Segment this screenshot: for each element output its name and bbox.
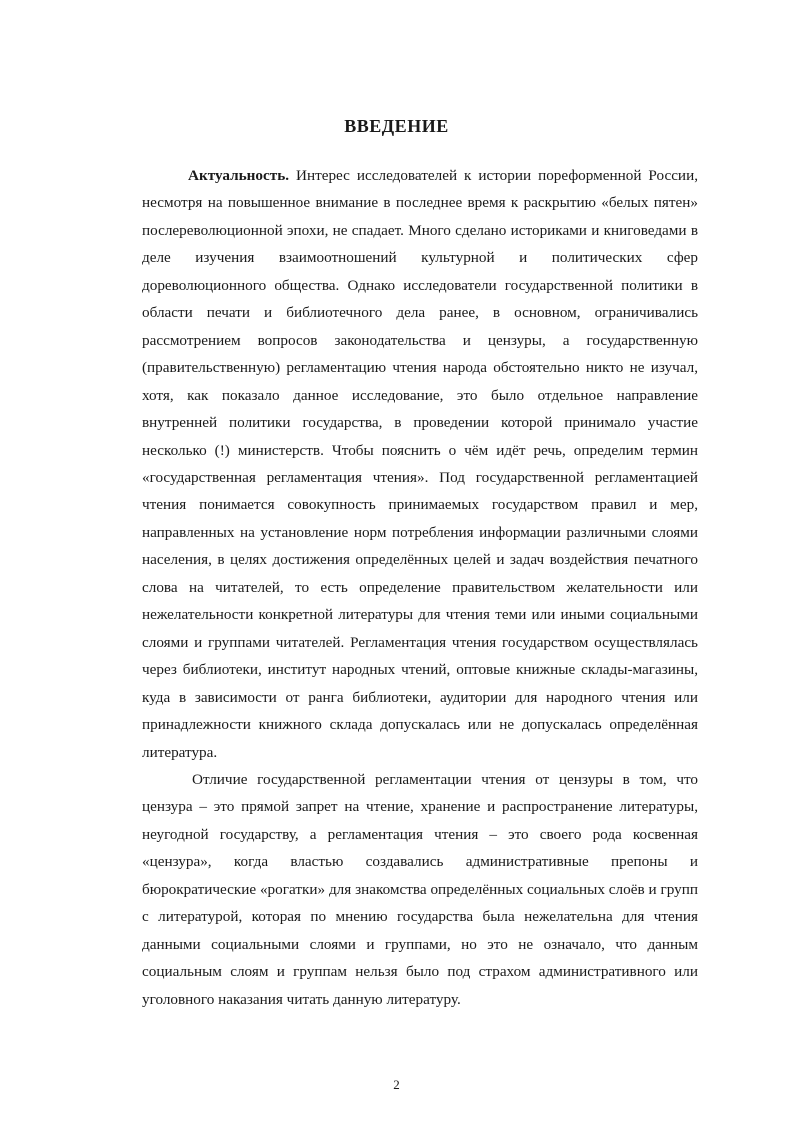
page-number: 2 — [393, 1077, 400, 1092]
body-text — [142, 162, 698, 1013]
page-title: ВВЕДЕНИЕ — [344, 116, 449, 136]
paragraph-lead: Актуальность. — [188, 167, 290, 184]
paragraph-text: Интерес исследователей к истории пореформенной России, несмотря на повышенное внимание в последнее время к раскрытию «белых пятен» послереволюционной эпохи, не спадает. Много сделано историками и книговедами в деле изучения взаимоотношений культурной и политических сфер дореволюционного общества. Однако исследователи государственной политики в области печати и библиотечного дела ранее, в основном, ограничивались рассмотрением вопросов законодательства и цензуры, а государственную (правительственную) регламентацию чтения народа обстоятельно никто не изучал, хотя, как показало данное исследование, это было отдельное направление внутренней политики государства, в проведении которой принимало участие несколько (!) министерств. Чтобы пояснить о чём идёт речь, определим термин «государственная регламентация чтения». Под государственной регламентацией чтения понимается совокупность принимаемых государством правил и мер, направленных на установление норм потребления информации различными слоями населения, в целях достижения определённых целей и задач воздействия печатного слова на читателей, то есть определение правительством желательности или нежелательности конкретной литературы для чтения теми или иными социальными слоями и группами читателей. Регламентация чтения государством осуществлялась через библиотеки, институт народных чтений, оптовые книжные склады-магазины, куда в зависимости от ранга библиотеки, аудитории для народного чтения или принадлежности книжного склада допускалась или не допускалась определённая литература. — [142, 167, 698, 761]
paragraph-actuality — [142, 162, 698, 766]
paragraph-difference: Отличие государственной регламентации чтения от цензуры в том, что цензура – это прямой запрет на чтение, хранение и распространение литературы, неугодной государству, а регламентация чтения – это своего рода косвенная «цензура», когда властью создавались административные препоны и бюрократические «рогатки» для знакомства определённых социальных слоёв и групп с литературой, которая по мнению государства была нежелательна для чтения данными социальными слоями и группами, но это не означало, что данным социальным слоям и группам нельзя было под страхом административного или уголовного наказания читать данную литературу. — [142, 770, 698, 1008]
